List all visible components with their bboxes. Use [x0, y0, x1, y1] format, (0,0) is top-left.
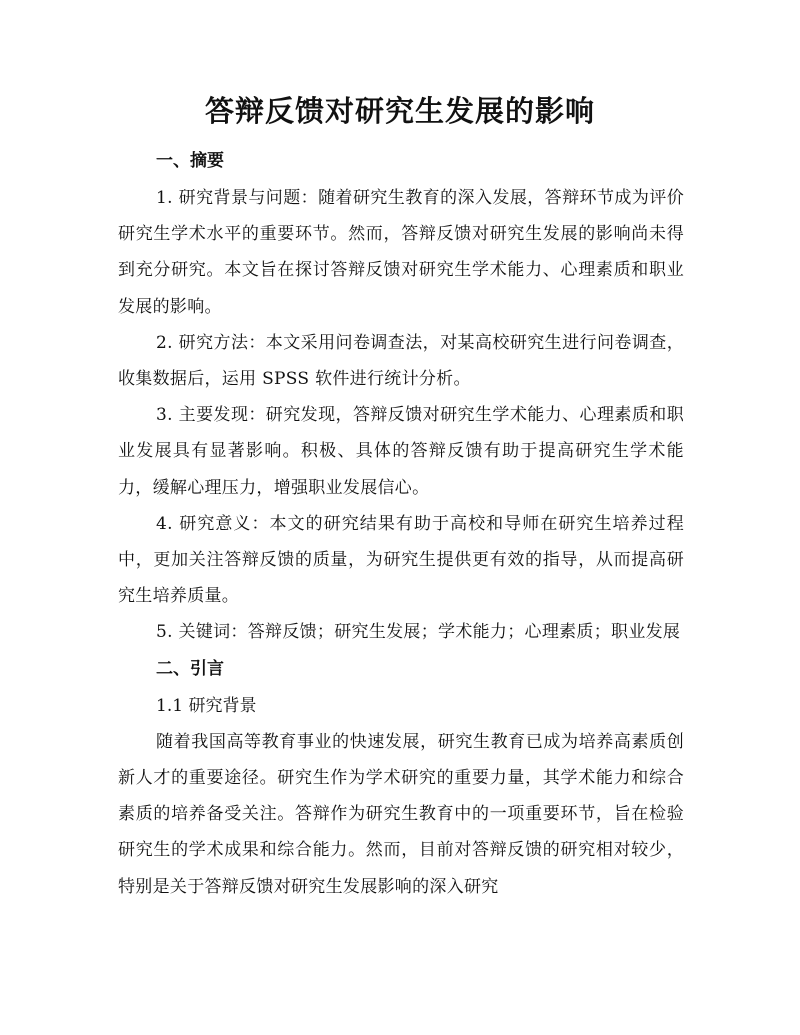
subsection-heading-background: 1.1 研究背景 — [156, 695, 257, 716]
abstract-keywords-paragraph: 5. 关键词：答辩反馈；研究生发展；学术能力；心理素质；职业发展 — [156, 622, 681, 643]
abstract-method-paragraph: 2. 研究方法：本文采用问卷调查法，对某高校研究生进行问卷调查，收集数据后，运用 SPSS 软件进行统计分析。 — [118, 332, 684, 390]
document-body — [118, 143, 684, 905]
document-title: 答辩反馈对研究生发展的影响 — [204, 94, 595, 128]
section-heading-abstract: 一、摘要 — [156, 151, 224, 171]
abstract-findings-paragraph: 3. 主要发现：研究发现，答辩反馈对研究生学术能力、心理素质和职业发展具有显著影响。积极、具体的答辩反馈有助于提高研究生学术能力，缓解心理压力，增强职业发展信心。 — [118, 405, 684, 498]
abstract-background-paragraph: 1. 研究背景与问题：随着研究生教育的深入发展，答辩环节成为评价研究生学术水平的重要环节。然而，答辩反馈对研究生发展的影响尚未得到充分研究。本文旨在探讨答辩反馈对研究生学术能力、心理素质和职业发展的影响。 — [118, 188, 684, 317]
section-heading-introduction: 二、引言 — [156, 658, 224, 679]
abstract-significance-paragraph: 4. 研究意义：本文的研究结果有助于高校和导师在研究生培养过程中，更加关注答辩反馈的质量，为研究生提供更有效的指导，从而提高研究生培养质量。 — [118, 513, 684, 607]
introduction-background-paragraph: 随着我国高等教育事业的快速发展，研究生教育已成为培养高素质创新人才的重要途径。研究生作为学术研究的重要力量，其学术能力和综合素质的培养备受关注。答辩作为研究生教育中的一项重要环节，旨在检验研究生的学术成果和综合能力。然而，目前对答辩反馈的研究相对较少，特别是关于答辩反馈对研究生发展影响的深入研究 — [118, 731, 684, 897]
